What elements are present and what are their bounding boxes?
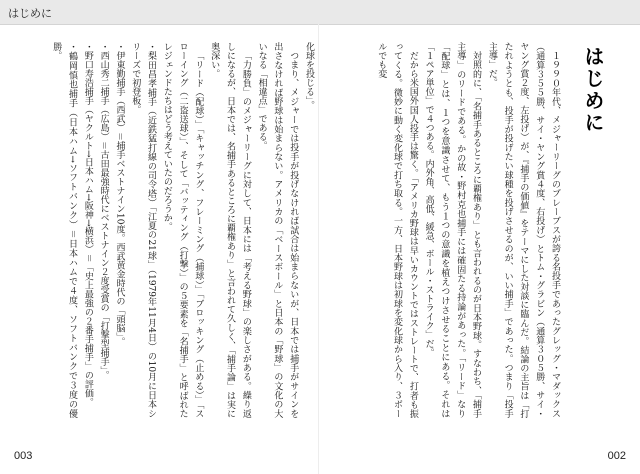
list-item: ・野口寿浩捕手（ヤクルト→日本ハム→阪神→横浜）＝「史上最強の２番手捕手」の評価。 <box>82 42 93 407</box>
paragraph: 「力勝負」のメジャーリーグに対して、日本には「考える野球」の楽しさがある。繰り返しになるが、日本では、名捕手あるところに覇権あり」と言われて久しく、「捕手論」は実に奥深い。 <box>209 42 251 418</box>
paragraph: 対照的に、「名捕手あるところに覇権あり」とも言われるのが日本野球。すなわち、「捕手主導」のリードである。かの故・野村克也捕手には確固たる持論があった。「リード」なり「配球」とは、１つを意識させて、もう１つの意識を植えつけさせることにある。それは「１ペア単位」で４つある。内外角、高低、緩急、ボール・ストライク」だ。 <box>423 42 482 418</box>
paragraph: 「リード（配球）」「キャッチング、フレーミング（捕球）」「ブロッキング（止める）」「スローイング（二盗送球）」、そして「バッティング（打撃）」の５要素を「名捕手」と呼ばれたレジェンドたちはどう考えていたのだろうか。 <box>161 42 204 418</box>
page-number-left: 003 <box>14 450 33 462</box>
right-page-body <box>330 42 562 418</box>
chapter-title: はじめに <box>581 46 605 134</box>
list-item: ・梨田昌孝捕手（近鉄猛打線の司令塔）「江夏の21球」（1979年11月4日）の10月に日本シリーズで初登板。 <box>130 42 157 418</box>
paragraph: １９９０年代、メジャーリーグのブレーブスが誇る名投手であったグレッグ・マダックス（通算３５５勝、サイ・ヤング賞４度、右投げ）とトム・グラビン（通算３０５勝、サイ・ヤング賞２度、左投げ）が、『捕手の価値』をテーマにした対談に臨んだ。結論の主旨は「打たれようとも、投手が投げたい球種を投げさせるのが、いい捕手」であった。つまり「投手主導」だ。 <box>486 42 560 418</box>
page-header-bar <box>0 0 640 25</box>
paragraph: つまり、メジャーでは投手が投げなければ試合は始まらないが、日本では捕手がサインを出さなければ野球は始まらない。アメリカの「ベースボール」と日本の「野球」の文化の大いなる「相違点」である。 <box>256 42 299 418</box>
page-number-right: 002 <box>607 450 626 462</box>
list-item: ・鶴岡慎也捕手（日本ハム→ソフトバンク）＝日本ハムで４度、ソフトバンクで３度の優勝。 <box>51 42 78 418</box>
paragraph: だから米国外国人投手は驚く。「アメリカ野球は早いカウントではストレートで、打者も振ってくる。微妙に動く変化球で打ち取る。一方、日本野球は初球を変化球から入り、３ボールでも変 <box>376 42 418 418</box>
page-gutter <box>318 24 319 474</box>
header-title: はじめに <box>8 7 52 20</box>
list-item: ・伊東勤捕手（西武）＝捕手ベストナイン10度。西武黄金時代の「頭脳」。 <box>114 42 125 346</box>
list-item: ・西山秀二捕手（広島）＝古田最強時代にベストナイン２度受賞の「打撃型捕手」。 <box>98 42 109 380</box>
paragraph: 化球を投じる」。 <box>304 42 314 110</box>
left-page-body <box>46 42 316 418</box>
